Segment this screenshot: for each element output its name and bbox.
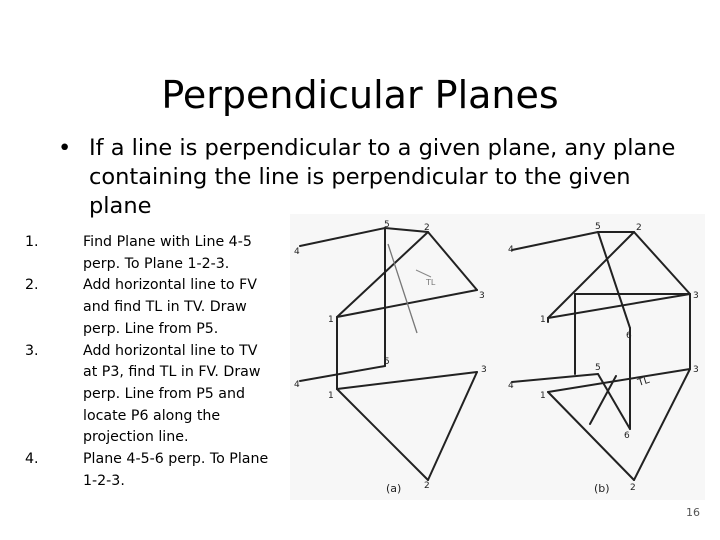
label-b-top-5: 5 [595, 222, 601, 232]
label-b-top-2: 2 [636, 223, 642, 233]
label-a-top-5: 5 [384, 220, 390, 230]
label-a-bot-2: 2 [424, 481, 430, 491]
label-b-top-4: 4 [508, 245, 514, 255]
list-item-number: 3. [25, 342, 39, 359]
list-item [25, 341, 275, 450]
label-a-bot-1: 1 [328, 391, 334, 401]
label-a-top-3: 3 [479, 291, 485, 301]
label-a-bot-5: 5 [384, 357, 390, 367]
label-b-bot-2: 2 [630, 483, 636, 493]
list-item [25, 232, 275, 275]
label-a-tl: TL [426, 278, 436, 287]
list-item-number: 4. [25, 451, 39, 468]
label-b-top-6: 6 [626, 331, 632, 341]
label-b-bot-5: 5 [595, 363, 601, 373]
bullet-text: If a line is perpendicular to a given plane, any plane containing the line is perpendicular to the given plane [89, 135, 676, 219]
label-b-bot-4: 4 [508, 381, 514, 391]
list-item-text: Add horizontal line to TV at P3, find TL in FV. Draw perp. Line from P5 and locate P6 along the projection line. [83, 342, 261, 446]
label-b-bot-1: 1 [540, 391, 546, 401]
caption-a: (a) [386, 482, 402, 495]
label-b-top-1: 1 [540, 315, 546, 325]
label-b-top-3: 3 [693, 291, 699, 301]
list-item-number: 2. [25, 277, 39, 294]
label-b-tl: TL [636, 374, 652, 389]
caption-b: (b) [594, 482, 610, 495]
label-a-bot-3: 3 [481, 365, 487, 375]
main-bullet [58, 134, 698, 221]
bullet-dot-icon: • [58, 135, 72, 161]
list-item-text: Plane 4-5-6 perp. To Plane 1-2-3. [83, 451, 269, 489]
list-item [25, 449, 275, 492]
list-item-number: 1. [25, 234, 39, 250]
steps-list [25, 232, 275, 492]
list-item [25, 275, 275, 340]
list-item-text: Find Plane with Line 4-5 perp. To Plane 1-2-3. [83, 234, 252, 272]
label-a-top-1: 1 [328, 315, 334, 325]
label-b-bot-6: 6 [624, 431, 630, 441]
slide-title: Perpendicular Planes [161, 73, 559, 117]
label-a-top-2: 2 [424, 223, 430, 233]
label-b-bot-3: 3 [693, 365, 699, 375]
projection-diagram-svg [290, 214, 705, 500]
label-a-top-4: 4 [294, 247, 300, 257]
list-item-text: Add horizontal line to FV and find TL in TV. Draw perp. Line from P5. [83, 277, 257, 337]
page-number: 16 [686, 506, 700, 519]
label-a-bot-4: 4 [294, 380, 300, 390]
projection-diagram [290, 214, 705, 500]
